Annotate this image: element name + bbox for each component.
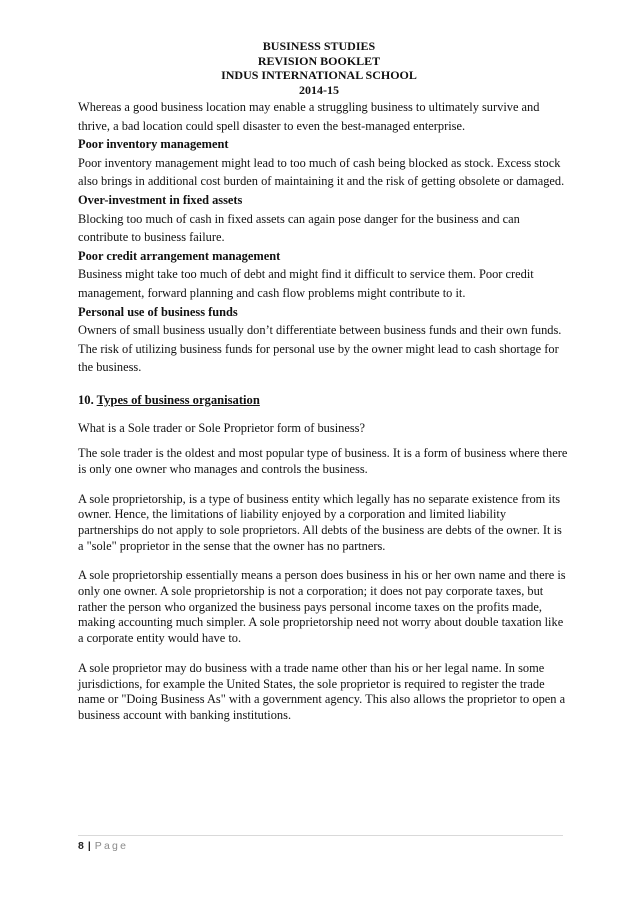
footer-divider [78,835,563,836]
paragraph-sole-proprietorship-taxes: A sole proprietorship essentially means a person does business in his or her own name and there is only one owner. A sole proprietorship is not a corporation; it does not pay corporate taxes, but rather the person who organized the business pays personal income taxes on the profits made, making accounting much simpler. A sole proprietorship need not worry about double taxation like a corporate entity would have to. [78,568,566,646]
header-year: 2014-15 [299,82,339,97]
header-subject: BUSINESS STUDIES [262,39,376,53]
page-number: 8 [78,840,84,852]
question-line: What is a Sole trader or Sole Proprietor form of business? [78,420,365,435]
paragraph-sole-trader: The sole trader is the oldest and most popular type of business. It is a form of business where there is only one owner who manages and controls the business. [78,446,568,476]
heading-poor-credit: Poor credit arrangement management [78,248,281,263]
spacer [78,377,568,391]
section-number: 10. [78,392,94,407]
spacer [78,478,568,492]
page-label: Page [94,840,129,852]
intro-paragraph: Whereas a good business location may enable a struggling business to ultimately survive and thrive, a bad location could spell disaster to even the best-managed enterprise. [78,100,540,133]
spacer [78,647,568,661]
page-footer [78,840,128,852]
paragraph-personal-use: Owners of small business usually don’t differentiate between business funds and their own funds. The risk of utilizing business funds for personal use by the owner might lead to cash shortage for the business. [78,323,562,375]
paragraph-over-investment: Blocking too much of cash in fixed assets can again pose danger for the business and can contribute to business failure. [78,211,520,245]
heading-poor-inventory: Poor inventory management [78,137,229,152]
paragraph-poor-inventory: Poor inventory management might lead to too much of cash being blocked as stock. Excess stock also brings in additional cost burden of maintaining it and the risk of getting obsolete or damaged. [78,155,565,189]
spacer [78,437,568,446]
heading-over-investment: Over-investment in fixed assets [78,192,243,207]
paragraph-sole-proprietorship-entity: A sole proprietorship, is a type of business entity which legally has no separate existence from its owner. Hence, the limitations of liability enjoyed by a corporation and limited liability partnerships do not apply to sole proprietors. All debts of the business are debts of the owner. It is a "sole" proprietor in the sense that the owner has no partners. [78,491,562,553]
paragraph-poor-credit: Business might take too much of debt and might find it difficult to service them. Poor credit management, forward planning and cash flow problems might contribute to it. [78,267,534,300]
header-school: INDUS INTERNATIONAL SCHOOL [221,68,417,83]
paragraph-trade-name: A sole proprietor may do business with a trade name other than his or her legal name. In some jurisdictions, for example the United States, the sole proprietor is required to register the trade name or "Doing Business As" with a government agency. This also allows the proprietor to open a business account with banking institutions. [78,660,566,722]
section-heading [78,391,568,410]
spacer [78,554,568,568]
page-header [0,39,638,97]
header-booklet: REVISION BOOKLET [257,53,381,68]
footer-separator: | [87,840,91,852]
spacer [78,410,568,419]
heading-personal-use: Personal use of business funds [78,304,238,319]
section-title: Types of business organisation [96,392,260,407]
page-content [78,98,568,724]
